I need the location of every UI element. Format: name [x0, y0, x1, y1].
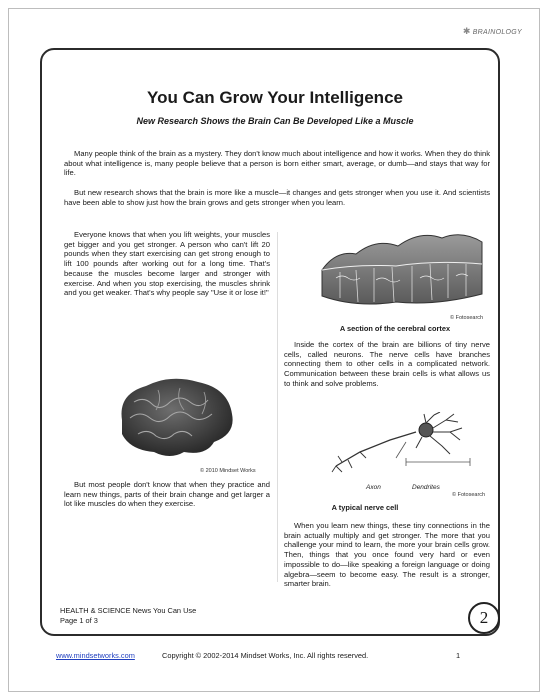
- cerebral-cortex-image: [316, 224, 492, 312]
- nerve-caption: A typical nerve cell: [331, 503, 399, 512]
- left-column-paragraph-1: Everyone knows that when you lift weights, your muscles get bigger and you get stronger. A person who can't lift 20 pounds when they start exercising can get strong enough to lift 100 pounds after working out for a long time. That's because the muscles become larger and stronger with exercise. And when you stop exercising, the muscles shrink and you get weaker. That's why people say "Use it or lose it!": [64, 230, 270, 298]
- cortex-credit: © Fotosearch: [450, 315, 484, 321]
- page-number-badge: 2: [468, 602, 500, 634]
- footer-left: [60, 606, 196, 625]
- intro-paragraph-2: But new research shows that the brain is more like a muscle—it changes and gets stronger when you use it. And scientists have been able to show just how the brain grows and gets stronger when you learn.: [64, 188, 490, 207]
- intro-paragraph-1: Many people think of the brain as a mystery. They don't know much about intelligence and how it works. When they do think about what intelligence is, many people believe that a person is born either smart, average, or dumb—and stays that way for life.: [64, 149, 490, 178]
- website-link[interactable]: www.mindsetworks.com: [56, 651, 135, 660]
- cortex-caption: A section of the cerebral cortex: [339, 324, 451, 333]
- logo-icon: ✱: [462, 26, 471, 36]
- copyright-notice: Copyright © 2002-2014 Mindset Works, Inc. All rights reserved.: [162, 651, 369, 660]
- nerve-cell-image: [330, 412, 480, 474]
- nerve-credit: © Fotosearch: [452, 492, 486, 498]
- right-column-paragraph-2: When you learn new things, these tiny connections in the brain actually multiply and get stronger. The more that you challenge your mind to learn, the more your brain cells grow. Then, things that you once found very hard or even impossible to do—like speaking a foreign language or doing algebra—seem to become easy. The result is a stronger, smarter brain.: [284, 521, 490, 589]
- left-column-paragraph-2: But most people don't know that when they practice and learn new things, parts of their brain change and get larger a lot like muscles do when they exercise.: [64, 480, 270, 509]
- page-number: 1: [456, 651, 461, 660]
- footer-page-of: Page 1 of 3: [60, 615, 98, 625]
- article-subtitle: New Research Shows the Brain Can Be Developed Like a Muscle: [136, 116, 414, 126]
- footer-publication: HEALTH & SCIENCE News You Can Use: [60, 606, 197, 615]
- brain-credit: © 2010 Mindset Works: [200, 468, 256, 474]
- brain-image: [110, 372, 240, 462]
- axon-label: Axon: [366, 484, 381, 491]
- column-divider: [277, 232, 278, 582]
- brainology-logo: [463, 26, 522, 37]
- dendrites-label: Dendrites: [412, 484, 440, 491]
- logo-text: BRAINOLOGY: [472, 29, 522, 36]
- right-column-paragraph-1: Inside the cortex of the brain are billions of tiny nerve cells, called neurons. The nerve cells have branches connecting them to other cells in a complicated network. Communication between these brain cells is what allows us to think and solve problems.: [284, 340, 490, 388]
- article-title: You Can Grow Your Intelligence: [147, 88, 403, 107]
